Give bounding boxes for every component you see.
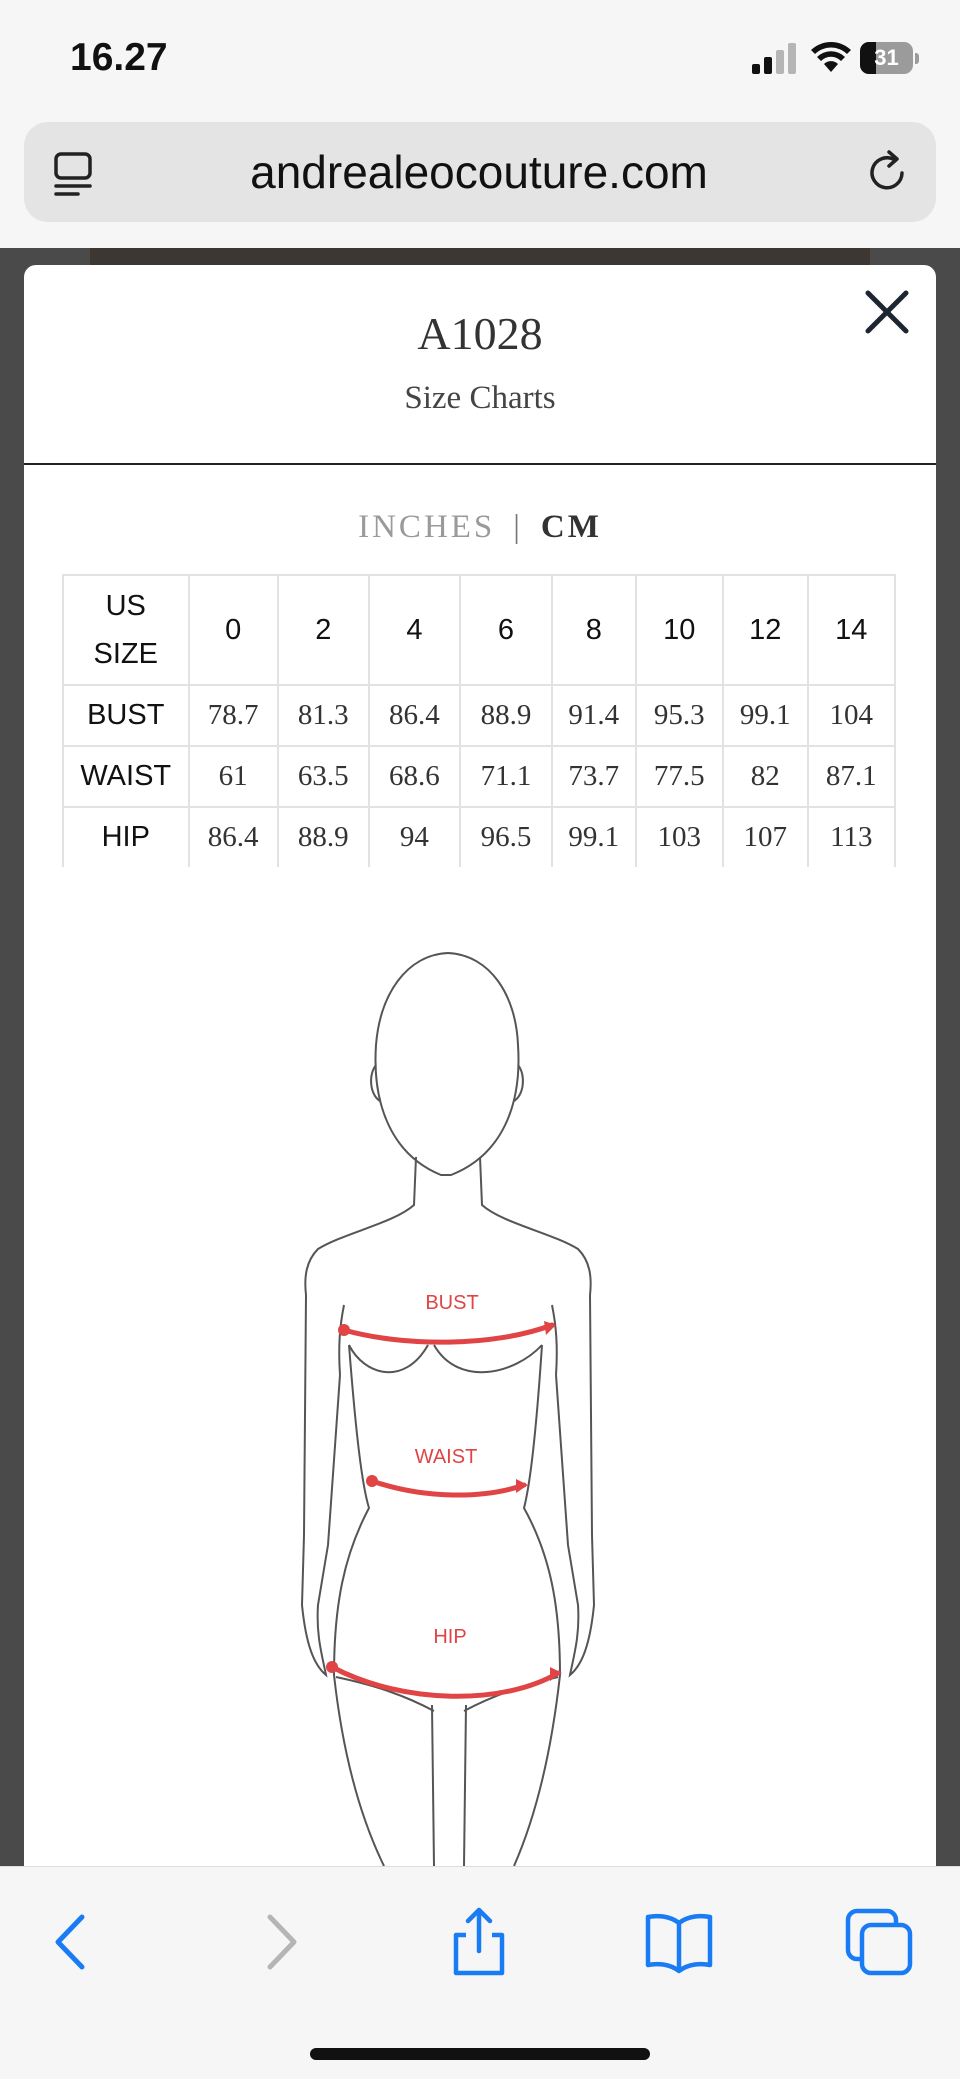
table-cell: 99.1 [552,807,636,867]
home-indicator[interactable] [310,2048,650,2060]
table-cell: 71.1 [460,746,552,807]
modal-title: A1028 [417,308,543,359]
bust-measure-line [344,1325,552,1342]
table-cell: 99.1 [723,685,808,746]
table-cell: 63.5 [278,746,369,807]
table-cell: 61 [189,746,278,807]
table-cell: 86.4 [369,685,460,746]
bust-label: BUST [425,1292,479,1314]
bookmarks-icon[interactable] [644,1907,714,1977]
hip-measure-line [332,1667,558,1696]
battery-level: 31 [874,45,899,70]
tabs-icon[interactable] [844,1907,914,1977]
size-table [62,574,896,867]
table-header-cell [63,575,189,685]
size-header: 10 [636,575,723,685]
battery-icon [860,42,920,74]
row-label: BUST [63,685,189,746]
table-cell: 94 [369,807,460,867]
forward-icon[interactable] [244,1907,314,1977]
row-label: HIP [63,807,189,867]
table-cell: 91.4 [552,685,636,746]
row-label: WAIST [63,746,189,807]
page-menu-icon[interactable] [52,150,96,198]
size-header: 8 [552,575,636,685]
size-header: 12 [723,575,808,685]
table-cell: 81.3 [278,685,369,746]
status-bar [0,0,960,115]
size-header: 14 [808,575,895,685]
page-backdrop-strip [90,248,870,266]
size-header: 6 [460,575,552,685]
table-cell: 68.6 [369,746,460,807]
table-cell: 73.7 [552,746,636,807]
wifi-icon [810,38,852,74]
table-cell: 104 [808,685,895,746]
waist-measure-line [372,1481,524,1495]
table-cell: 82 [723,746,808,807]
size-label: SIZE [93,638,158,670]
status-time: 16.27 [70,36,168,79]
waist-label: WAIST [414,1446,478,1468]
size-table-scroll[interactable] [62,574,896,867]
table-cell: 107 [723,807,808,867]
table-cell: 77.5 [636,746,723,807]
back-icon[interactable] [38,1907,108,1977]
table-cell: 96.5 [460,807,552,867]
unit-separator: | [513,509,523,545]
table-header-row [63,575,895,685]
unit-cm-tab[interactable]: CM [540,509,602,545]
us-label: US [105,590,146,622]
table-row [63,685,895,746]
table-cell: 87.1 [808,746,895,807]
head-outline [376,953,519,1175]
table-row [63,807,895,867]
address-bar[interactable] [24,122,936,222]
table-cell: 88.9 [278,807,369,867]
table-row [63,746,895,807]
table-cell: 86.4 [189,807,278,867]
size-header: 0 [189,575,278,685]
table-cell: 113 [808,807,895,867]
share-icon[interactable] [444,1907,514,1977]
reload-icon[interactable] [862,148,912,198]
table-cell: 95.3 [636,685,723,746]
size-header: 2 [278,575,369,685]
unit-inches-tab[interactable]: INCHES [358,509,496,545]
table-cell: 103 [636,807,723,867]
modal-divider [24,463,936,465]
size-header: 4 [369,575,460,685]
url-text[interactable]: andrealeocouture.com [250,146,708,198]
table-cell: 78.7 [189,685,278,746]
modal-subtitle: Size Charts [404,380,556,416]
hip-label: HIP [433,1626,467,1648]
table-cell: 88.9 [460,685,552,746]
unit-toggle [24,509,936,546]
body-measurement-figure [284,905,704,1866]
size-chart-modal [24,265,936,1866]
cellular-signal-icon [750,42,802,74]
